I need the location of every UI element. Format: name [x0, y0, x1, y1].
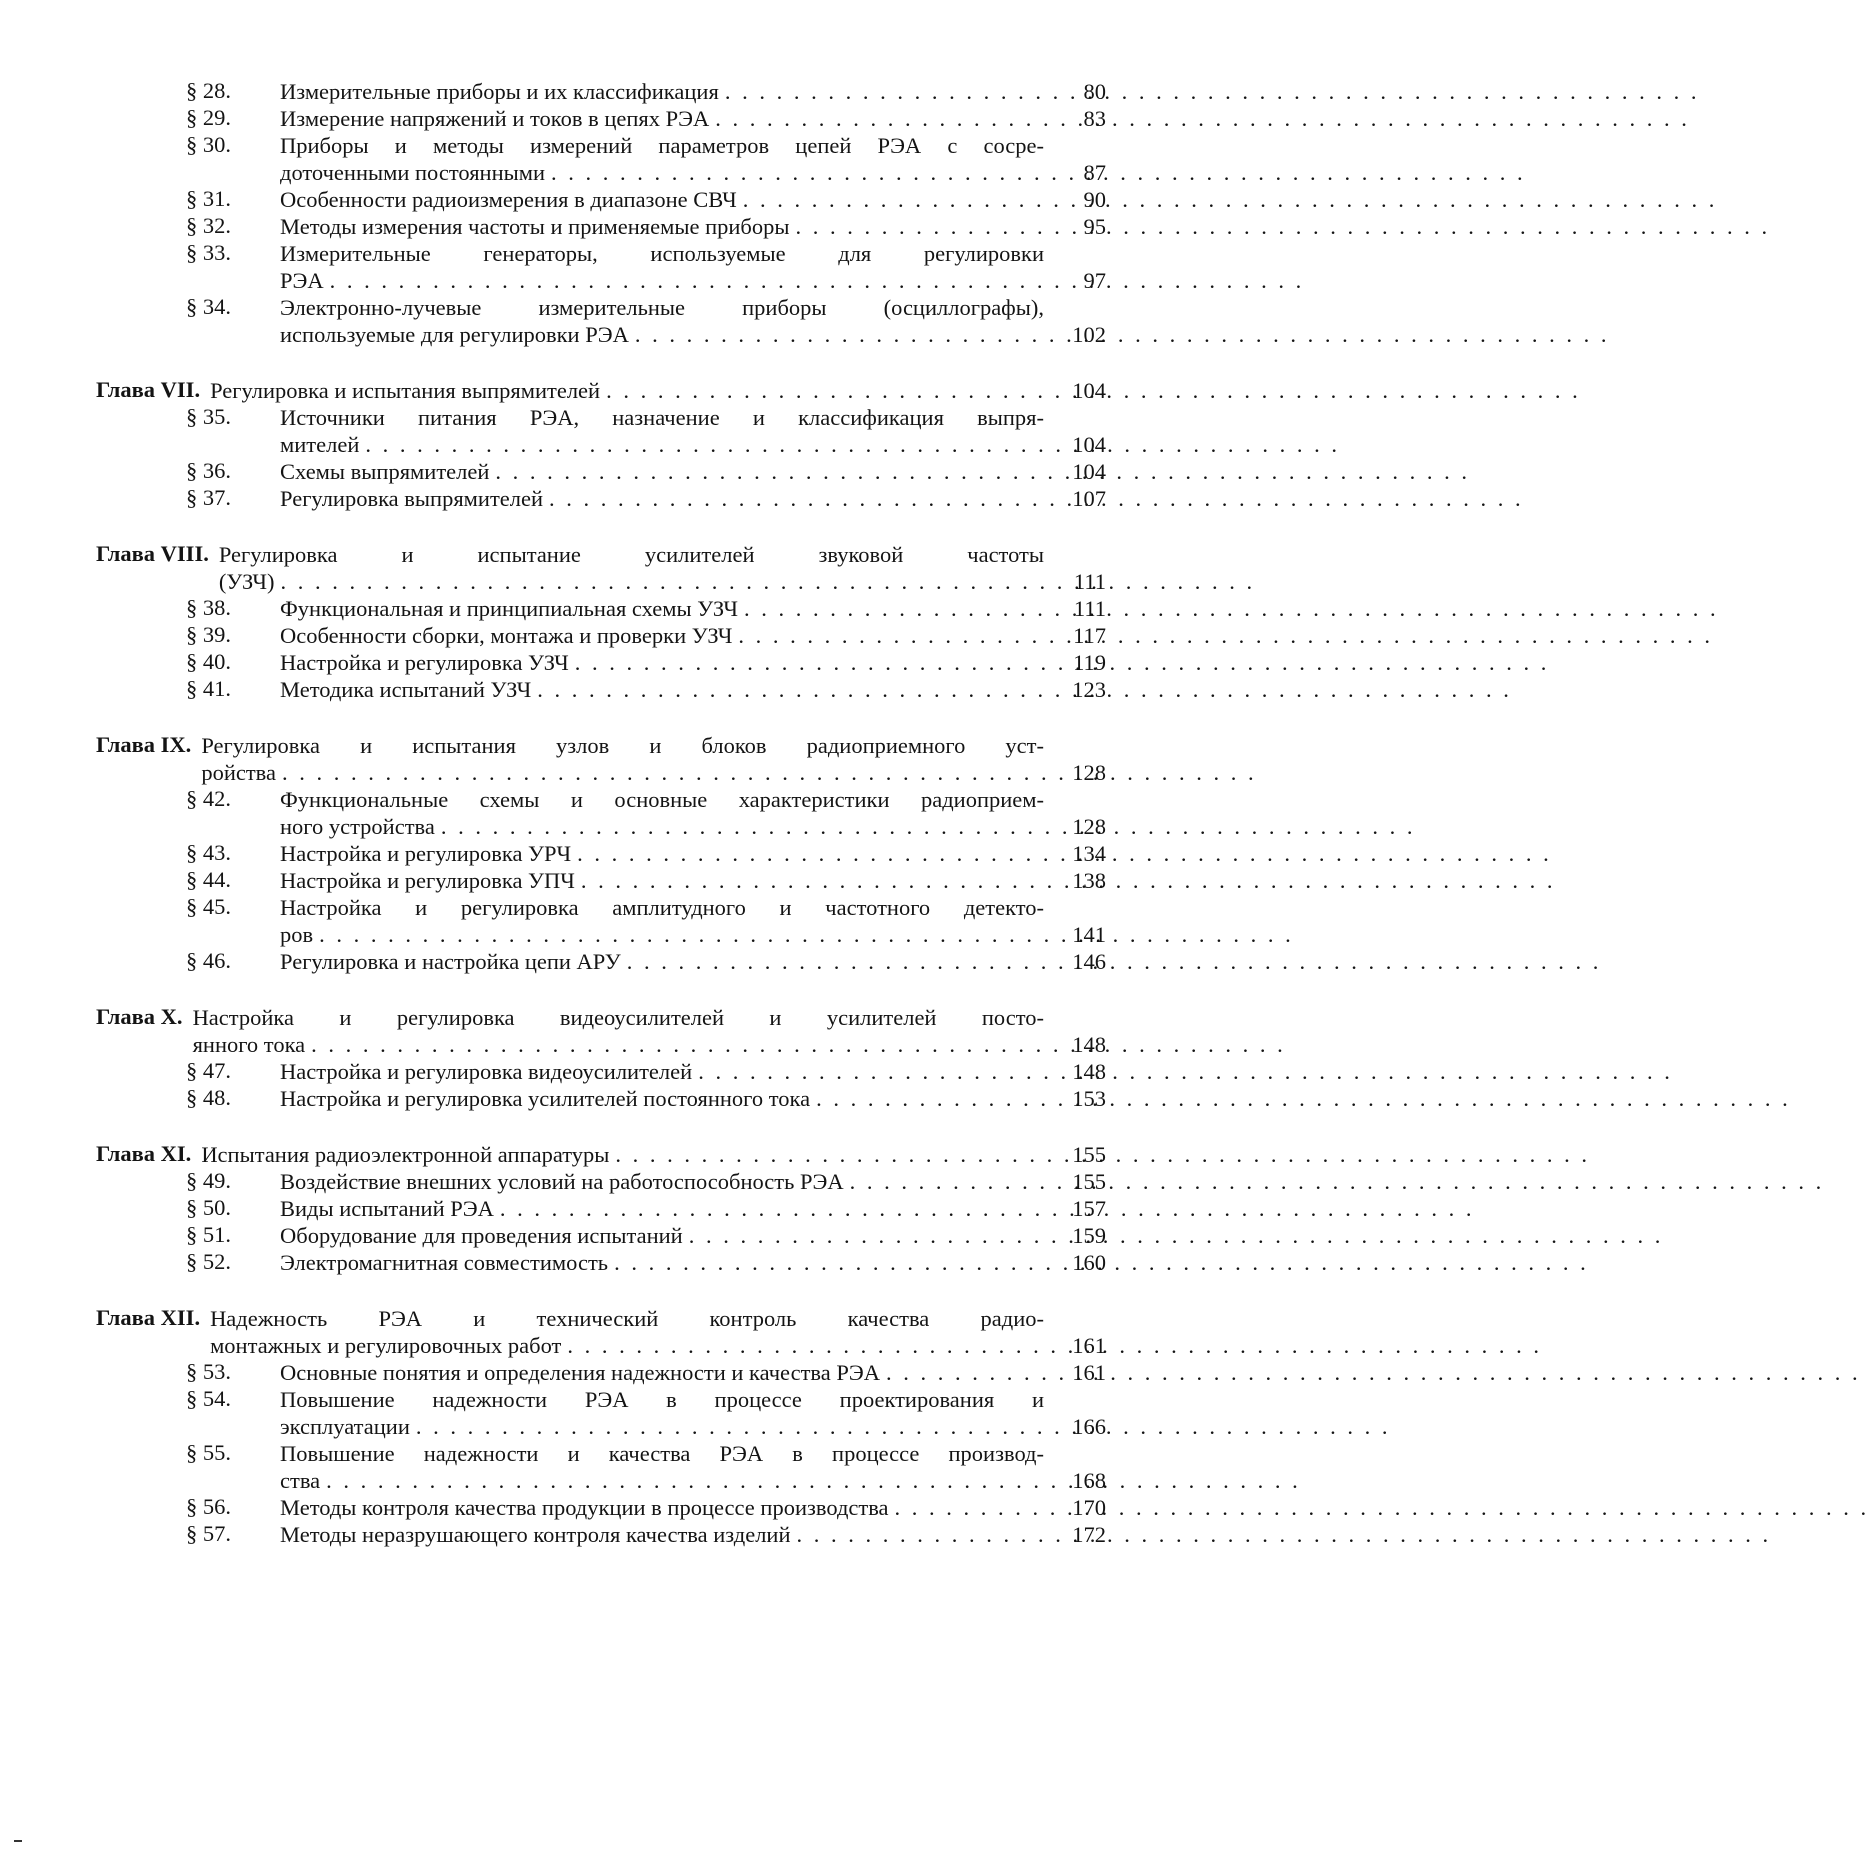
section-number: § 51. [186, 1222, 231, 1247]
section-number: § 31. [186, 186, 231, 211]
section-number: § 42. [186, 786, 231, 811]
dot-leader [719, 78, 1700, 105]
page-number: 104 [1072, 459, 1106, 484]
section-number: § 44. [186, 867, 231, 892]
page-number: 138 [1072, 868, 1106, 893]
dot-leader [629, 321, 1610, 348]
entry-title-line: Методы измерения частоты и применяемые приборы [280, 214, 790, 239]
section-number: § 35. [186, 404, 231, 429]
section-number: § 39. [186, 622, 231, 647]
toc-chapter-entry [96, 732, 1106, 786]
section-number: § 43. [186, 840, 231, 865]
entry-title-line: Настройка и регулировка амплитудного и частотного детекто- [280, 895, 1044, 920]
page-number: 134 [1072, 841, 1106, 866]
entry-title-line: эксплуатации [280, 1414, 410, 1439]
page-number: 157 [1072, 1196, 1106, 1221]
page-number: 159 [1072, 1223, 1106, 1248]
dot-leader [791, 1521, 1772, 1548]
entry-title-line: Настройка и регулировка УПЧ [280, 868, 575, 893]
section-number: § 49. [186, 1168, 231, 1193]
entry-title-line: Регулировка и испытания выпрямителей [210, 378, 601, 403]
toc-section-entry [96, 786, 1106, 840]
entry-title-line: Настройка и регулировка видеоусилителей и усилителей посто- [192, 1005, 1044, 1030]
section-number: § 52. [186, 1249, 231, 1274]
toc-section-entry [96, 132, 1106, 186]
toc-section-entry [96, 105, 1106, 132]
entry-title-line: Функциональные схемы и основные характеристики радиоприем- [280, 787, 1044, 812]
entry-title-line: Функциональная и принципиальная схемы УЗЧ [280, 596, 738, 621]
dot-leader [489, 458, 1470, 485]
page-number: 128 [1072, 814, 1106, 839]
page-number: 107 [1072, 486, 1106, 511]
entry-title-line: Схемы выпрямителей [280, 459, 490, 484]
entry-title-line: Методика испытаний УЗЧ [280, 677, 532, 702]
toc-section-entry [96, 676, 1106, 703]
toc-section-entry [96, 1386, 1106, 1440]
section-number: § 57. [186, 1521, 231, 1546]
dot-leader [880, 1359, 1861, 1386]
chapter-label: Глава IX. [96, 732, 192, 757]
toc-group [96, 541, 1106, 703]
entry-title-line: Настройка и регулировка усилителей постоянного тока [280, 1086, 811, 1111]
page-number: 111 [1073, 596, 1106, 621]
page-number: 155 [1072, 1169, 1106, 1194]
section-number: § 50. [186, 1195, 231, 1220]
page-number: 117 [1073, 623, 1106, 648]
chapter-label: Глава XII. [96, 1305, 201, 1330]
chapter-label: Глава VIII. [96, 541, 209, 566]
dot-leader [621, 948, 1602, 975]
chapter-label: Глава VII. [96, 377, 201, 402]
section-number: § 41. [186, 676, 231, 701]
dot-leader [275, 568, 1256, 595]
entry-title-line: Надежность РЭА и технический контроль качества радио- [210, 1306, 1044, 1331]
entry-title-line: Виды испытаний РЭА [280, 1196, 494, 1221]
entry-title-line: Испытания радиоэлектронной аппаратуры [201, 1142, 610, 1167]
section-number: § 54. [186, 1386, 231, 1411]
entry-title-line: Регулировка и настройка цепи АРУ [280, 949, 621, 974]
page-number: 148 [1072, 1032, 1106, 1057]
dot-leader [276, 759, 1257, 786]
page-number: 104 [1072, 378, 1106, 403]
dot-leader [789, 213, 1770, 240]
entry-title-line: доточенными постоянными [280, 160, 546, 185]
section-number: § 45. [186, 894, 231, 919]
section-number: § 56. [186, 1494, 231, 1519]
table-of-contents [96, 78, 1106, 1577]
toc-section-entry [96, 867, 1106, 894]
toc-section-entry [96, 240, 1106, 294]
section-number: § 55. [186, 1440, 231, 1465]
entry-title-line: янного тока [192, 1032, 306, 1057]
section-number: § 47. [186, 1058, 231, 1083]
page-number: 166 [1072, 1414, 1106, 1439]
toc-group [96, 1305, 1106, 1548]
entry-title-line: Повышение надежности и качества РЭА в процессе производ- [280, 1441, 1044, 1466]
section-number: § 29. [186, 105, 231, 130]
entry-title-line: Регулировка выпрямителей [280, 486, 544, 511]
toc-group [96, 1004, 1106, 1112]
dot-leader [737, 186, 1718, 213]
dot-leader [494, 1195, 1475, 1222]
page-number: 87 [1083, 160, 1106, 185]
page-edge-mark [14, 1840, 22, 1842]
entry-title-line: используемые для регулировки РЭА [280, 322, 629, 347]
toc-section-entry [96, 1222, 1106, 1249]
entry-title-line: РЭА [280, 268, 324, 293]
toc-section-entry [96, 1521, 1106, 1548]
entry-title-line: ров [280, 922, 314, 947]
toc-section-entry [96, 1168, 1106, 1195]
dot-leader [435, 813, 1416, 840]
dot-leader [844, 1168, 1825, 1195]
entry-title-line: Повышение надежности РЭА в процессе проектирования и [280, 1387, 1044, 1412]
dot-leader [889, 1494, 1869, 1521]
toc-section-entry [96, 186, 1106, 213]
page-number: 148 [1072, 1059, 1106, 1084]
dot-leader [543, 485, 1524, 512]
section-number: § 28. [186, 78, 231, 103]
entry-title-line: монтажных и регулировочных работ [210, 1333, 562, 1358]
entry-title-line: Источники питания РЭА, назначение и классификация выпря- [280, 405, 1044, 430]
entry-title-line: Настройка и регулировка УРЧ [280, 841, 572, 866]
entry-title-line: Методы неразрушающего контроля качества изделий [280, 1522, 791, 1547]
section-number: § 36. [186, 458, 231, 483]
toc-section-entry [96, 213, 1106, 240]
toc-section-entry [96, 1058, 1106, 1085]
toc-section-entry [96, 458, 1106, 485]
entry-title-line: ства [280, 1468, 321, 1493]
toc-section-entry [96, 622, 1106, 649]
chapter-label: Глава XI. [96, 1141, 192, 1166]
entry-title-line: Настройка и регулировка УЗЧ [280, 650, 569, 675]
toc-chapter-entry [96, 377, 1106, 404]
section-number: § 48. [186, 1085, 231, 1110]
dot-leader [692, 1058, 1673, 1085]
page-number: 153 [1072, 1086, 1106, 1111]
dot-leader [738, 595, 1719, 622]
entry-title-line: Особенности радиоизмерения в диапазоне СВЧ [280, 187, 737, 212]
page-number: 146 [1072, 949, 1106, 974]
page-number: 160 [1072, 1250, 1106, 1275]
section-number: § 53. [186, 1359, 231, 1384]
page-number: 128 [1072, 760, 1106, 785]
toc-section-entry [96, 840, 1106, 867]
page-number: 95 [1083, 214, 1106, 239]
page-number: 80 [1083, 79, 1106, 104]
toc-section-entry [96, 1195, 1106, 1222]
toc-section-entry [96, 1440, 1106, 1494]
entry-title-line: мителей [280, 432, 360, 457]
entry-title-line: ройства [201, 760, 276, 785]
page-number: 104 [1072, 432, 1106, 457]
entry-title-line: Воздействие внешних условий на работоспособность РЭА [280, 1169, 844, 1194]
page-number: 102 [1072, 322, 1106, 347]
toc-section-entry [96, 1249, 1106, 1276]
page-number: 161 [1072, 1333, 1106, 1358]
chapter-label: Глава X. [96, 1004, 183, 1029]
page-number: 111 [1073, 569, 1106, 594]
entry-title-line: Измерение напряжений и токов в цепях РЭА [280, 106, 710, 131]
entry-title-line: Методы контроля качества продукции в процессе производства [280, 1495, 889, 1520]
dot-leader [531, 676, 1512, 703]
entry-title-line: Электронно-лучевые измерительные приборы (осциллографы), [280, 295, 1044, 320]
dot-leader [709, 105, 1690, 132]
toc-section-entry [96, 649, 1106, 676]
page-number: 155 [1072, 1142, 1106, 1167]
section-number: § 33. [186, 240, 231, 265]
dot-leader [545, 159, 1526, 186]
dot-leader [320, 1467, 1301, 1494]
dot-leader [305, 1031, 1286, 1058]
page-number: 168 [1072, 1468, 1106, 1493]
dot-leader [324, 267, 1305, 294]
section-number: § 34. [186, 294, 231, 319]
toc-group [96, 78, 1106, 348]
entry-title-line: Электромагнитная совместимость [280, 1250, 609, 1275]
toc-chapter-entry [96, 541, 1106, 595]
toc-section-entry [96, 1494, 1106, 1521]
entry-title-line: (УЗЧ) [218, 569, 275, 594]
toc-section-entry [96, 595, 1106, 622]
page-number: 123 [1072, 677, 1106, 702]
section-number: § 40. [186, 649, 231, 674]
dot-leader [359, 431, 1340, 458]
entry-title-line: Приборы и методы измерений параметров цепей РЭА с сосре- [280, 133, 1044, 158]
toc-section-entry [96, 294, 1106, 348]
section-number: § 32. [186, 213, 231, 238]
toc-section-entry [96, 404, 1106, 458]
page-number: 90 [1083, 187, 1106, 212]
section-number: § 38. [186, 595, 231, 620]
dot-leader [313, 921, 1294, 948]
entry-title-line: ного устройства [280, 814, 435, 839]
page-number: 172 [1072, 1522, 1106, 1547]
page-number: 141 [1072, 922, 1106, 947]
section-number: § 37. [186, 485, 231, 510]
toc-group [96, 377, 1106, 512]
dot-leader [810, 1085, 1791, 1112]
entry-title-line: Основные понятия и определения надежности и качества РЭА [280, 1360, 880, 1385]
dot-leader [410, 1413, 1391, 1440]
page-number: 161 [1072, 1360, 1106, 1385]
toc-section-entry [96, 78, 1106, 105]
dot-leader [732, 622, 1713, 649]
page-number: 170 [1072, 1495, 1106, 1520]
entry-title-line: Регулировка и испытания узлов и блоков радиоприемного уст- [201, 733, 1044, 758]
toc-section-entry [96, 1085, 1106, 1112]
dot-leader [683, 1222, 1664, 1249]
toc-chapter-entry [96, 1305, 1106, 1359]
toc-group [96, 732, 1106, 975]
toc-group [96, 1141, 1106, 1276]
toc-chapter-entry [96, 1004, 1106, 1058]
section-number: § 46. [186, 948, 231, 973]
toc-section-entry [96, 1359, 1106, 1386]
page-number: 97 [1083, 268, 1106, 293]
section-number: § 30. [186, 132, 231, 157]
entry-title-line: Измерительные генераторы, используемые для регулировки [280, 241, 1044, 266]
page-number: 83 [1083, 106, 1106, 131]
entry-title-line: Особенности сборки, монтажа и проверки УЗЧ [280, 623, 733, 648]
page-number: 119 [1073, 650, 1106, 675]
entry-title-line: Оборудование для проведения испытаний [280, 1223, 683, 1248]
toc-section-entry [96, 485, 1106, 512]
entry-title-line: Измерительные приборы и их классификация [280, 79, 719, 104]
toc-section-entry [96, 894, 1106, 948]
entry-title-line: Настройка и регулировка видеоусилителей [280, 1059, 693, 1084]
toc-section-entry [96, 948, 1106, 975]
entry-title-line: Регулировка и испытание усилителей звуковой частоты [218, 542, 1044, 567]
toc-chapter-entry [96, 1141, 1106, 1168]
